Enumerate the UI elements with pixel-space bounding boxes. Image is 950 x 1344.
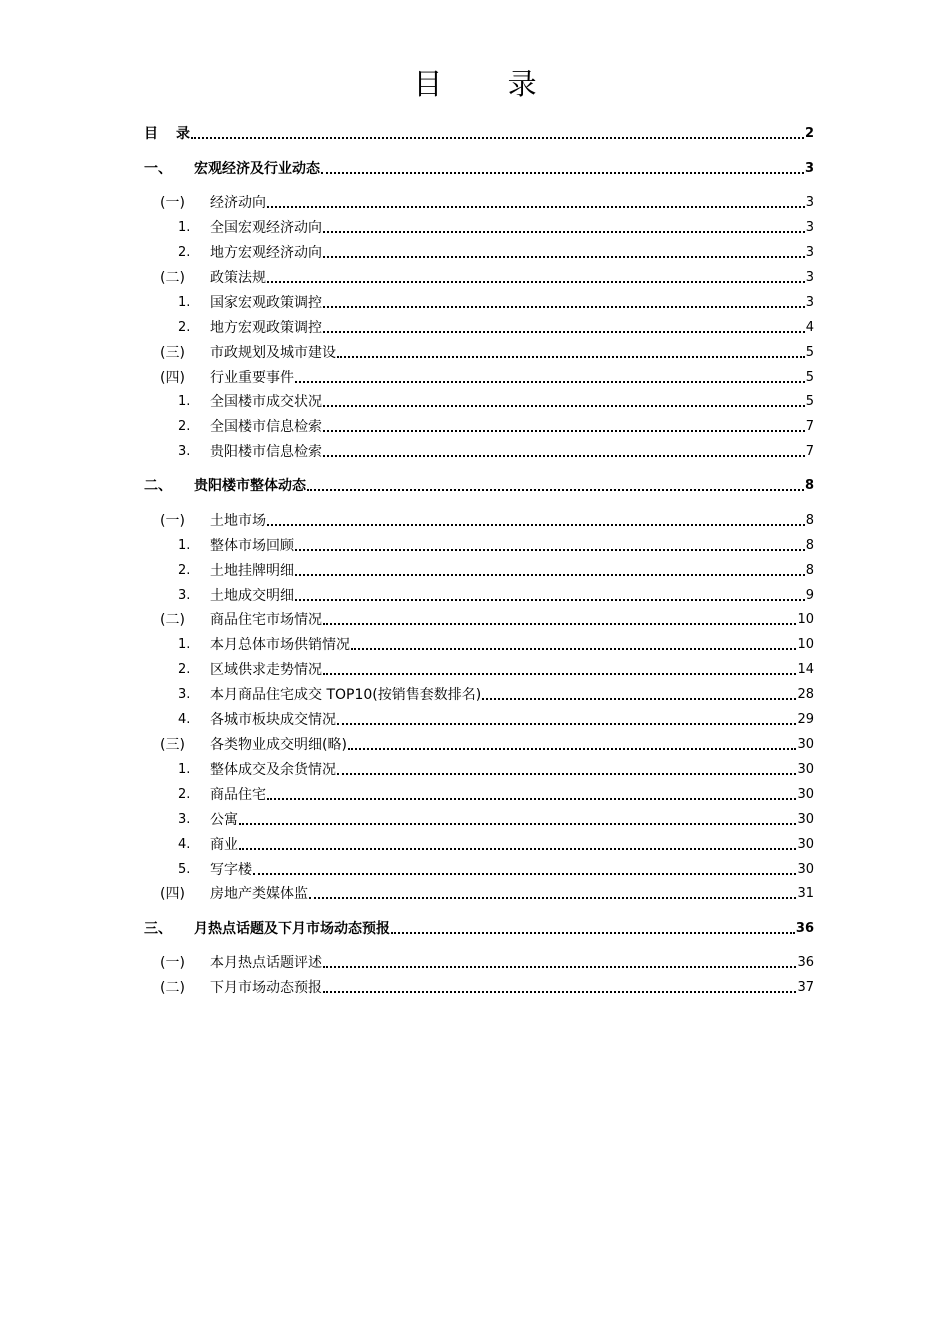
- toc-entry-number: 一、: [144, 161, 172, 177]
- page-title: 目 录: [413, 67, 565, 101]
- toc-entry-title: 贵阳楼市信息检索: [210, 444, 322, 460]
- toc-entry-number: 1.: [178, 637, 191, 652]
- toc-leader-dots: [323, 445, 805, 457]
- toc-entry-page: 3: [805, 295, 814, 310]
- toc-entry-title: 市政规划及城市建设: [210, 345, 336, 361]
- toc-entry-title: 贵阳楼市整体动态: [194, 478, 306, 494]
- toc-entry-title: 土地挂牌明细: [210, 563, 294, 579]
- toc-entry-title: 本月商品住宅成交 TOP10(按销售套数排名): [210, 687, 482, 703]
- toc-entry-number: 1.: [178, 295, 191, 310]
- toc-entry-page: 8: [805, 538, 814, 553]
- toc-entry[interactable]: [144, 607, 814, 629]
- toc-entry-title: 经济动向: [210, 195, 266, 211]
- toc-entry-title: 区域供求走势情况: [210, 662, 322, 678]
- toc-leader-dots: [323, 956, 796, 968]
- toc-entry-page: 29: [797, 712, 814, 727]
- toc-entry-number: 2.: [178, 419, 191, 434]
- toc-entry-title: 整体成交及余货情况: [210, 762, 336, 778]
- toc-entry-page: 36: [797, 955, 814, 970]
- toc-entry-number: 1.: [178, 394, 191, 409]
- toc-leader-dots: [323, 321, 805, 333]
- toc-entry-number: 1.: [178, 762, 191, 777]
- toc-leader-dots: [267, 788, 796, 800]
- toc-entry-number: (四): [160, 370, 185, 386]
- toc-entry-number: 2.: [178, 563, 191, 578]
- toc-entry[interactable]: [144, 473, 814, 495]
- toc-entry[interactable]: [144, 916, 814, 938]
- toc-entry-title: 全国楼市成交状况: [210, 394, 322, 410]
- toc-leader-dots: [337, 713, 796, 725]
- toc-entry[interactable]: [144, 156, 814, 178]
- toc-leader-dots: [323, 981, 796, 993]
- toc-entry[interactable]: [144, 975, 814, 997]
- toc-leader-dots: [239, 838, 796, 850]
- toc-entry-number: 3.: [178, 812, 191, 827]
- toc-entry[interactable]: [144, 558, 814, 580]
- toc-entry-number: 3.: [178, 444, 191, 459]
- toc-entry-number: 2.: [178, 662, 191, 677]
- toc-leader-dots: [309, 887, 796, 899]
- toc-entry[interactable]: [144, 732, 814, 754]
- toc-entry-page: 10: [797, 637, 814, 652]
- toc-entry-title: 地方宏观政策调控: [210, 320, 322, 336]
- toc-entry-number: 目: [144, 126, 158, 142]
- toc-entry-title: 写字楼: [210, 862, 252, 878]
- toc-entry-title: 下月市场动态预报: [210, 980, 322, 996]
- toc-entry[interactable]: [144, 533, 814, 555]
- toc-leader-dots: [267, 514, 805, 526]
- toc-entry-number: 2.: [178, 320, 191, 335]
- toc-entry[interactable]: [144, 657, 814, 679]
- toc-entry[interactable]: [144, 240, 814, 262]
- toc-entry-page: 5: [805, 345, 814, 360]
- toc-entry[interactable]: [144, 265, 814, 287]
- toc-entry-number: (三): [160, 345, 185, 361]
- toc-entry-page: 28: [797, 687, 814, 702]
- toc-entry-page: 31: [797, 886, 814, 901]
- toc-entry[interactable]: [144, 290, 814, 312]
- toc-leader-dots: [323, 663, 796, 675]
- toc-entry-page: 3: [804, 161, 814, 176]
- toc-leader-dots: [191, 127, 804, 139]
- toc-entry-title: 本月热点话题评述: [210, 955, 322, 971]
- toc-entry[interactable]: [144, 707, 814, 729]
- toc-entry[interactable]: [144, 782, 814, 804]
- toc-entry-title: 各城市板块成交情况: [210, 712, 336, 728]
- toc-entry-page: 10: [797, 612, 814, 627]
- toc-entry-title: 地方宏观经济动向: [210, 245, 322, 261]
- toc-entry-page: 30: [797, 737, 814, 752]
- toc-entry[interactable]: [144, 757, 814, 779]
- toc-entry-page: 14: [797, 662, 814, 677]
- toc-entry-page: 36: [795, 921, 814, 936]
- toc-entry-page: 3: [805, 220, 814, 235]
- toc-entry-number: 2.: [178, 245, 191, 260]
- toc-entry-number: 3.: [178, 588, 191, 603]
- toc-entry[interactable]: [144, 881, 814, 903]
- toc-entry-page: 30: [797, 837, 814, 852]
- toc-entry[interactable]: [144, 682, 814, 704]
- toc-entry-page: 4: [805, 320, 814, 335]
- toc-entry[interactable]: [144, 190, 814, 212]
- toc-leader-dots: [295, 371, 805, 383]
- toc-entry-title: 月热点话题及下月市场动态预报: [194, 921, 390, 937]
- toc-leader-dots: [239, 813, 796, 825]
- toc-entry-title: 全国楼市信息检索: [210, 419, 322, 435]
- toc-entry-page: 7: [805, 419, 814, 434]
- toc-entry-page: 8: [804, 478, 814, 493]
- toc-entry-number: 1.: [178, 538, 191, 553]
- toc-entry-number: 3.: [178, 687, 191, 702]
- toc-entry-page: 30: [797, 787, 814, 802]
- toc-leader-dots: [323, 296, 805, 308]
- toc-entry-page: 3: [805, 195, 814, 210]
- toc-leader-dots: [323, 395, 805, 407]
- toc-entry-title: 国家宏观政策调控: [210, 295, 322, 311]
- toc-leader-dots: [295, 589, 805, 601]
- toc-entry-page: 30: [797, 862, 814, 877]
- toc-leader-dots: [267, 196, 805, 208]
- toc-entry-title: 宏观经济及行业动态: [194, 161, 320, 177]
- toc-leader-dots: [323, 246, 805, 258]
- toc-entry[interactable]: [144, 414, 814, 436]
- toc-entry-page: 2: [804, 126, 814, 141]
- toc-entry-title: 录: [176, 126, 190, 142]
- toc-entry-page: 5: [805, 394, 814, 409]
- toc-entry[interactable]: [144, 215, 814, 237]
- toc-entry-page: 9: [805, 588, 814, 603]
- toc-entry-number: (一): [160, 195, 185, 211]
- toc-leader-dots: [351, 638, 796, 650]
- toc-leader-dots: [337, 346, 805, 358]
- toc-entry-title: 行业重要事件: [210, 370, 294, 386]
- toc-leader-dots: [482, 688, 796, 700]
- toc-entry-number: (四): [160, 886, 185, 902]
- toc-entry-title: 土地成交明细: [210, 588, 294, 604]
- toc-entry[interactable]: [144, 508, 814, 530]
- toc-entry-number: 三、: [144, 921, 172, 937]
- toc-leader-dots: [323, 613, 796, 625]
- toc-leader-dots: [323, 221, 805, 233]
- toc-entry-title: 商品住宅市场情况: [210, 612, 322, 628]
- toc-entry-number: 1.: [178, 220, 191, 235]
- toc-entry-title: 商业: [210, 837, 238, 853]
- toc-entry[interactable]: [144, 389, 814, 411]
- toc-entry[interactable]: [144, 315, 814, 337]
- toc-entry[interactable]: [144, 365, 814, 387]
- toc-entry-page: 7: [805, 444, 814, 459]
- toc-entry-page: 3: [805, 245, 814, 260]
- toc-entry-page: 30: [797, 762, 814, 777]
- toc-entry-title: 公寓: [210, 812, 238, 828]
- toc-entry-page: 8: [805, 563, 814, 578]
- toc-entry-title: 各类物业成交明细(略): [210, 737, 347, 753]
- toc-entry-title: 土地市场: [210, 513, 266, 529]
- toc-entry[interactable]: [144, 832, 814, 854]
- toc-entry-number: (二): [160, 270, 185, 286]
- toc-entry-page: 5: [805, 370, 814, 385]
- toc-entry[interactable]: [144, 583, 814, 605]
- toc-entry-number: 二、: [144, 478, 172, 494]
- toc-entry-number: 5.: [178, 862, 191, 877]
- toc-entry[interactable]: [144, 340, 814, 362]
- toc-leader-dots: [295, 564, 805, 576]
- toc-leader-dots: [307, 479, 804, 491]
- toc-leader-dots: [295, 539, 805, 551]
- toc-entry[interactable]: [144, 857, 814, 879]
- toc-leader-dots: [348, 738, 797, 750]
- toc-entry-number: (一): [160, 513, 185, 529]
- toc-entry[interactable]: [144, 121, 814, 143]
- toc-entry-number: 2.: [178, 787, 191, 802]
- toc-entry[interactable]: [144, 439, 814, 461]
- toc-entry-number: 4.: [178, 837, 191, 852]
- toc-entry[interactable]: [144, 950, 814, 972]
- toc-entry-title: 商品住宅: [210, 787, 266, 803]
- toc-leader-dots: [391, 922, 795, 934]
- toc-entry-number: 4.: [178, 712, 191, 727]
- toc-leader-dots: [253, 863, 796, 875]
- toc-leader-dots: [321, 162, 804, 174]
- toc-entry-title: 整体市场回顾: [210, 538, 294, 554]
- toc-entry-page: 3: [805, 270, 814, 285]
- toc-entry[interactable]: [144, 632, 814, 654]
- toc-entry-number: (三): [160, 737, 185, 753]
- toc-entry-page: 8: [805, 513, 814, 528]
- toc-entry-page: 37: [797, 980, 814, 995]
- toc-entry-page: 30: [797, 812, 814, 827]
- toc-entry-number: (一): [160, 955, 185, 971]
- toc-entry-title: 全国宏观经济动向: [210, 220, 322, 236]
- toc-entry-title: 政策法规: [210, 270, 266, 286]
- toc-leader-dots: [267, 271, 805, 283]
- toc-leader-dots: [323, 420, 805, 432]
- toc-entry-number: (二): [160, 612, 185, 628]
- toc-leader-dots: [337, 763, 796, 775]
- toc-entry-number: (二): [160, 980, 185, 996]
- toc-entry[interactable]: [144, 807, 814, 829]
- toc-entry-title: 本月总体市场供销情况: [210, 637, 350, 653]
- toc-entry-title: 房地产类媒体监: [210, 886, 308, 902]
